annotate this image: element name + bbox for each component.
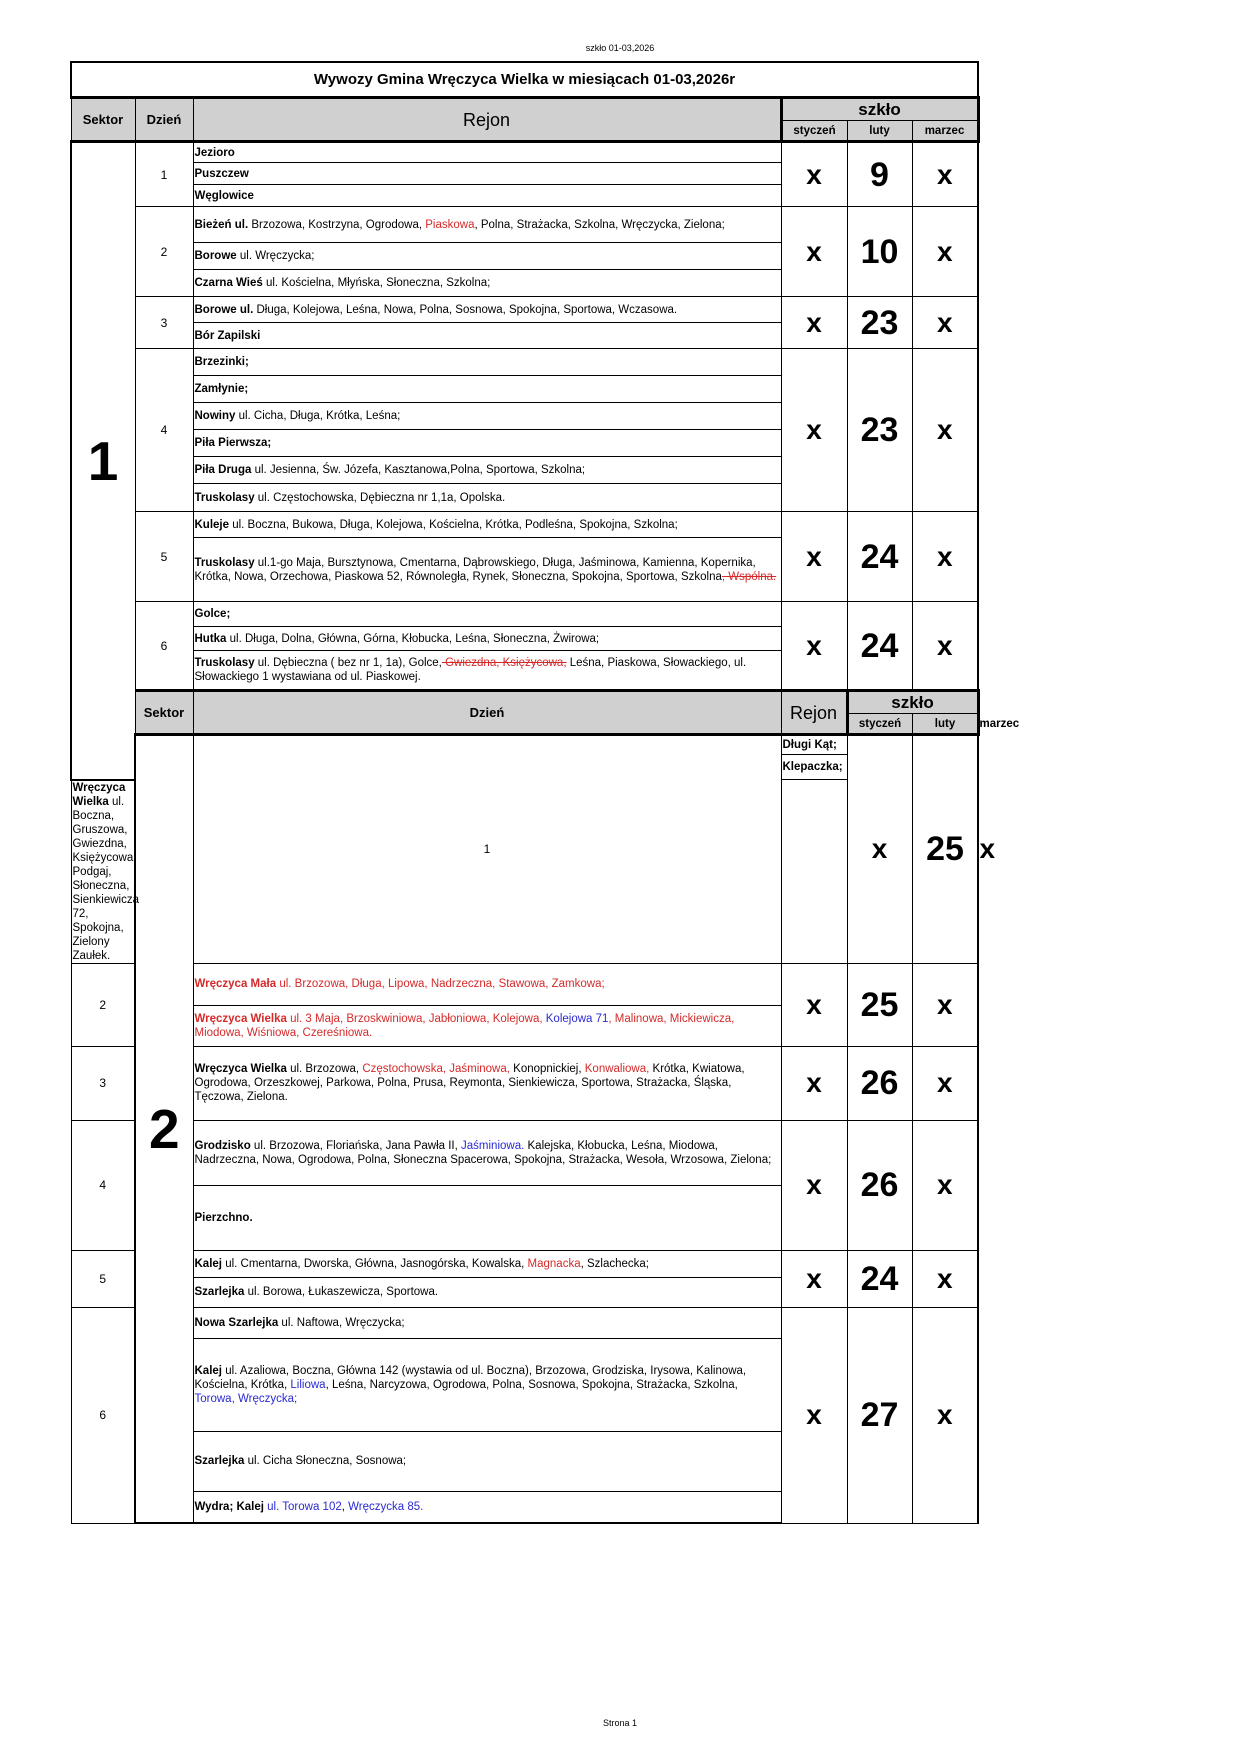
day-number: 3 <box>135 297 193 349</box>
header-szklo: szkło <box>847 691 978 714</box>
area-line: Truskolasy ul. Częstochowska, Dębieczna nr 1,1a, Opolska. <box>193 484 781 512</box>
header-month-styczen: styczeń <box>781 121 847 142</box>
header-dzien: Dzień <box>193 691 781 735</box>
header-month-marzec: marzec <box>912 121 978 142</box>
value-marzec: x <box>912 963 978 1046</box>
value-styczen: x <box>781 207 847 297</box>
area-line: Klepaczka; <box>781 755 847 780</box>
area-line: Węglowice <box>193 185 781 207</box>
value-luty: 24 <box>847 1250 912 1307</box>
area-line: Szarlejka ul. Cicha Słoneczna, Sosnowa; <box>193 1431 781 1491</box>
value-luty: 25 <box>912 735 978 964</box>
header-month-luty: luty <box>847 121 912 142</box>
area-line: Truskolasy ul.1-go Maja, Bursztynowa, Cmentarna, Dąbrowskiego, Długa, Jaśminowa, Kamienna, Kopernika, Krótka, Nowa, Orzechowa, Piaskowa 52, Równoległa, Rynek, Słoneczna, Spokojna, Sportowa, Szkolna, Wspólna. <box>193 538 781 602</box>
area-line: Pierzchno. <box>193 1185 781 1250</box>
value-marzec: x <box>912 142 978 207</box>
value-marzec: x <box>912 602 978 691</box>
area-line: Puszczew <box>193 163 781 185</box>
top-caption: szkło 01-03,2026 <box>585 43 655 53</box>
area-line: Grodzisko ul. Brzozowa, Floriańska, Jana Pawła II, Jaśminiowa. Kalejska, Kłobucka, Leśna, Miodowa, Nadrzeczna, Nowa, Ogrodowa, Polna, Słoneczna Spacerowa, Spokojna, Strażacka, Wesoła, Wrzosowa, Zielona; <box>193 1120 781 1185</box>
document-title: Wywozy Gmina Wręczyca Wielka w miesiącach 01-03,2026r <box>71 62 978 98</box>
value-luty: 27 <box>847 1307 912 1523</box>
area-line: Truskolasy ul. Dębieczna ( bez nr 1, 1a), Golce, Gwiezdna, Księżycowa, Leśna, Piaskowa, Słowackiego, ul. Słowackiego 1 wystawiana od ul. Piaskowej. <box>193 651 781 691</box>
header-sektor: Sektor <box>135 691 193 735</box>
value-marzec: x <box>912 1120 978 1250</box>
page-footer: Strona 1 <box>602 1718 638 1728</box>
area-line: Bieżeń ul. Brzozowa, Kostrzyna, Ogrodowa, Piaskowa, Polna, Strażacka, Szkolna, Wręczycka, Zielona; <box>193 207 781 243</box>
day-number: 3 <box>71 1046 135 1120</box>
value-luty: 10 <box>847 207 912 297</box>
value-marzec: x <box>912 1046 978 1120</box>
area-line: Wręczyca Wielka ul. 3 Maja, Brzoskwiniowa, Jabłoniowa, Kolejowa, Kolejowa 71, Malinowa, Mickiewicza, Miodowa, Wiśniowa, Czereśniowa. <box>193 1005 781 1046</box>
area-line: Brzezinki; <box>193 349 781 376</box>
value-styczen: x <box>781 349 847 512</box>
day-number: 4 <box>135 349 193 512</box>
day-number: 2 <box>71 963 135 1046</box>
area-line: Borowe ul. Długa, Kolejowa, Leśna, Nowa, Polna, Sosnowa, Spokojna, Sportowa, Wczasowa. <box>193 297 781 323</box>
area-line: Wręczyca Mała ul. Brzozowa, Długa, Lipowa, Nadrzeczna, Stawowa, Zamkowa; <box>193 963 781 1005</box>
sector-number: 2 <box>135 735 193 1524</box>
value-styczen: x <box>847 735 912 964</box>
value-styczen: x <box>781 1307 847 1523</box>
value-luty: 23 <box>847 349 912 512</box>
area-line: Nowa Szarlejka ul. Naftowa, Wręczycka; <box>193 1307 781 1338</box>
value-styczen: x <box>781 963 847 1046</box>
value-luty: 24 <box>847 512 912 602</box>
area-line: Szarlejka ul. Borowa, Łukaszewicza, Sportowa. <box>193 1277 781 1307</box>
area-line: Czarna Wieś ul. Kościelna, Młyńska, Słoneczna, Szkolna; <box>193 270 781 297</box>
value-styczen: x <box>781 297 847 349</box>
value-styczen: x <box>781 142 847 207</box>
header-rejon: Rejon <box>781 691 847 735</box>
area-line: Piła Druga ul. Jesienna, Św. Józefa, Kasztanowa,Polna, Sportowa, Szkolna; <box>193 457 781 484</box>
header-szklo: szkło <box>781 98 978 121</box>
area-line: Bór Zapilski <box>193 323 781 349</box>
value-styczen: x <box>781 1250 847 1307</box>
day-number: 1 <box>135 142 193 207</box>
day-number: 6 <box>135 602 193 691</box>
header-month-styczen: styczeń <box>847 714 912 735</box>
schedule-table: Wywozy Gmina Wręczyca Wielka w miesiącach 01-03,2026r Sektor Dzień Rejon szkło styczeń luty marzec 1 1 Jezioro x 9 x Puszczew Węglowice 2 Bieżeń ul. Brzozowa, Kostrzyna, Ogrodowa, Piaskowa, Polna, Strażacka, Szkolna, Wręczycka, Zielona; x 10 x Borowe ul. Wręczycka; Czarna Wieś ul. Kościelna, Młyńska, Słoneczna, Szkolna; 3 Borowe ul. Długa, Kolejowa, Leśna, Nowa, Polna, Sosnowa, Spokojna, Sportowa, Wczasowa. x 23 x Bór Zapilski 4 Brzezinki; x 23 x Zamłynie; Nowiny ul. Cicha, Długa, Krótka, Leśna; Piła Pierwsza; Piła Druga ul. Jesienna, Św. Józefa, Kasztanowa,Polna, Sportowa, Szkolna; Truskolasy ul. Częstochowska, Dębieczna nr 1,1a, Opolska. 5 Kuleje ul. Boczna, Bukowa, Długa, Kolejowa, Kościelna, Krótka, Podleśna, Spokojna, Szkolna; x 24 x Truskolasy ul.1-go Maja, Bursztynowa, Cmentarna, Dąbrowskiego, Długa, Jaśminowa, Kamienna, Kopernika, Krótka, Nowa, Orzechowa, Piaskowa 52, Równoległa, Rynek, Słoneczna, Spokojna, Sportowa, Szkolna, Wspólna. 6 Golce; x 24 x Hutka ul. Długa, Dolna, Główna, Górna, Kłobucka, Leśna, Słoneczna, Żwirowa; Truskolasy ul. Dębieczna ( bez nr 1, 1a), Golce, Gwiezdna, Księżycowa, Leśna, Piaskowa, Słowackiego, ul. Słowackiego 1 wystawiana od ul. Piaskowej. Sektor Dzień Rejon szkło styczeń luty marzec 2 1 Długi Kąt; x 25 x Klepaczka; Wręczyca Wielka ul. Boczna, Gruszowa, Gwiezdna, Księżycowa, Podgaj, Słoneczna, Sienkiewicza 72, Spokojna, Zielony Zaułek. 2 Wręczyca Mała ul. Brzozowa, Długa, Lipowa, Nadrzeczna, Stawowa, Zamkowa; x 25 x Wręczyca Wielka ul. 3 Maja, Brzoskwiniowa, Jabłoniowa, Kolejowa, Kolejowa 71, Malinowa, Mickiewicza, Miodowa, Wiśniowa, Czereśniowa. 3 Wręczyca Wielka ul. Brzozowa, Częstochowska, Jaśminowa, Konopnickiej, Konwaliowa, Krótka, Kwiatowa, Ogrodowa, Orzeszkowej, Parkowa, Polna, Prusa, Reymonta, Sienkiewicza, Sportowa, Strażacka, Śląska, Tęczowa, Zielona. x 26 x 4 Grodzisko ul. Brzozowa, Floriańska, Jana Pawła II, Jaśminiowa. Kalejska, Kłobucka, Leśna, Miodowa, Nadrzeczna, Nowa, Ogrodowa, Polna, Słoneczna Spacerowa, Spokojna, Strażacka, Wesoła, Wrzosowa, Zielona; x 26 x Pierzchno. 5 Kalej ul. Cmentarna, Dworska, Główna, Jasnogórska, Kowalska, Magnacka, Szlachecka; x 24 x Szarlejka ul. Borowa, Łukaszewicza, Sportowa. 6 Nowa Szarlejka ul. Naftowa, Wręczycka; x 27 x Kalej ul. Azaliowa, Boczna, Główna 142 (wystawia od ul. Boczna), Brzozowa, Grodziska, Irysowa, Kalinowa, Kościelna, Krótka, Liliowa, Leśna, Narcyzowa, Ogrodowa, Polna, Sosnowa, Spokojna, Strażacka, Szkolna, Torowa, Wręczycka; Szarlejka ul. Cicha Słoneczna, Sosnowa; Wydra; Kalej ul. Torowa 102, Wręczycka 85. <box>70 61 980 1524</box>
value-marzec: x <box>912 207 978 297</box>
value-styczen: x <box>781 1046 847 1120</box>
area-line: Długi Kąt; <box>781 735 847 755</box>
day-number: 6 <box>71 1307 135 1523</box>
value-marzec: x <box>912 1307 978 1523</box>
area-line: Piła Pierwsza; <box>193 430 781 457</box>
day-number: 5 <box>135 512 193 602</box>
area-line: Zamłynie; <box>193 376 781 403</box>
value-styczen: x <box>781 602 847 691</box>
header-sektor: Sektor <box>71 98 135 142</box>
value-luty: 26 <box>847 1120 912 1250</box>
header-rejon: Rejon <box>193 98 781 142</box>
area-line: Golce; <box>193 602 781 627</box>
value-luty: 26 <box>847 1046 912 1120</box>
value-luty: 24 <box>847 602 912 691</box>
value-marzec: x <box>912 512 978 602</box>
area-line: Kalej ul. Cmentarna, Dworska, Główna, Jasnogórska, Kowalska, Magnacka, Szlachecka; <box>193 1250 781 1277</box>
day-number: 5 <box>71 1250 135 1307</box>
value-luty: 23 <box>847 297 912 349</box>
value-luty: 25 <box>847 963 912 1046</box>
area-line: Kuleje ul. Boczna, Bukowa, Długa, Kolejowa, Kościelna, Krótka, Podleśna, Spokojna, Szkolna; <box>193 512 781 538</box>
header-dzien: Dzień <box>135 98 193 142</box>
day-number: 2 <box>135 207 193 297</box>
day-number: 1 <box>193 735 781 964</box>
value-marzec: x <box>912 1250 978 1307</box>
area-line: Kalej ul. Azaliowa, Boczna, Główna 142 (wystawia od ul. Boczna), Brzozowa, Grodziska, Irysowa, Kalinowa, Kościelna, Krótka, Liliowa, Leśna, Narcyzowa, Ogrodowa, Polna, Sosnowa, Spokojna, Strażacka, Szkolna, Torowa, Wręczycka; <box>193 1338 781 1431</box>
area-line: Hutka ul. Długa, Dolna, Główna, Górna, Kłobucka, Leśna, Słoneczna, Żwirowa; <box>193 627 781 651</box>
area-line: Wydra; Kalej ul. Torowa 102, Wręczycka 85. <box>193 1491 781 1523</box>
value-marzec: x <box>912 297 978 349</box>
value-marzec: x <box>912 349 978 512</box>
area-line: Borowe ul. Wręczycka; <box>193 243 781 270</box>
day-number: 4 <box>71 1120 135 1250</box>
sector-number: 1 <box>71 142 135 780</box>
area-line: Nowiny ul. Cicha, Długa, Krótka, Leśna; <box>193 403 781 430</box>
area-line: Wręczyca Wielka ul. Boczna, Gruszowa, Gwiezdna, Księżycowa, Podgaj, Słoneczna, Sienkiewicza 72, Spokojna, Zielony Zaułek. <box>72 781 139 962</box>
header-month-luty: luty <box>912 714 978 735</box>
value-styczen: x <box>781 512 847 602</box>
area-line: Jezioro <box>193 142 781 163</box>
value-luty: 9 <box>847 142 912 207</box>
value-styczen: x <box>781 1120 847 1250</box>
area-line: Wręczyca Wielka ul. Brzozowa, Częstochowska, Jaśminowa, Konopnickiej, Konwaliowa, Krótka, Kwiatowa, Ogrodowa, Orzeszkowej, Parkowa, Polna, Prusa, Reymonta, Sienkiewicza, Sportowa, Strażacka, Śląska, Tęczowa, Zielona. <box>193 1046 781 1120</box>
